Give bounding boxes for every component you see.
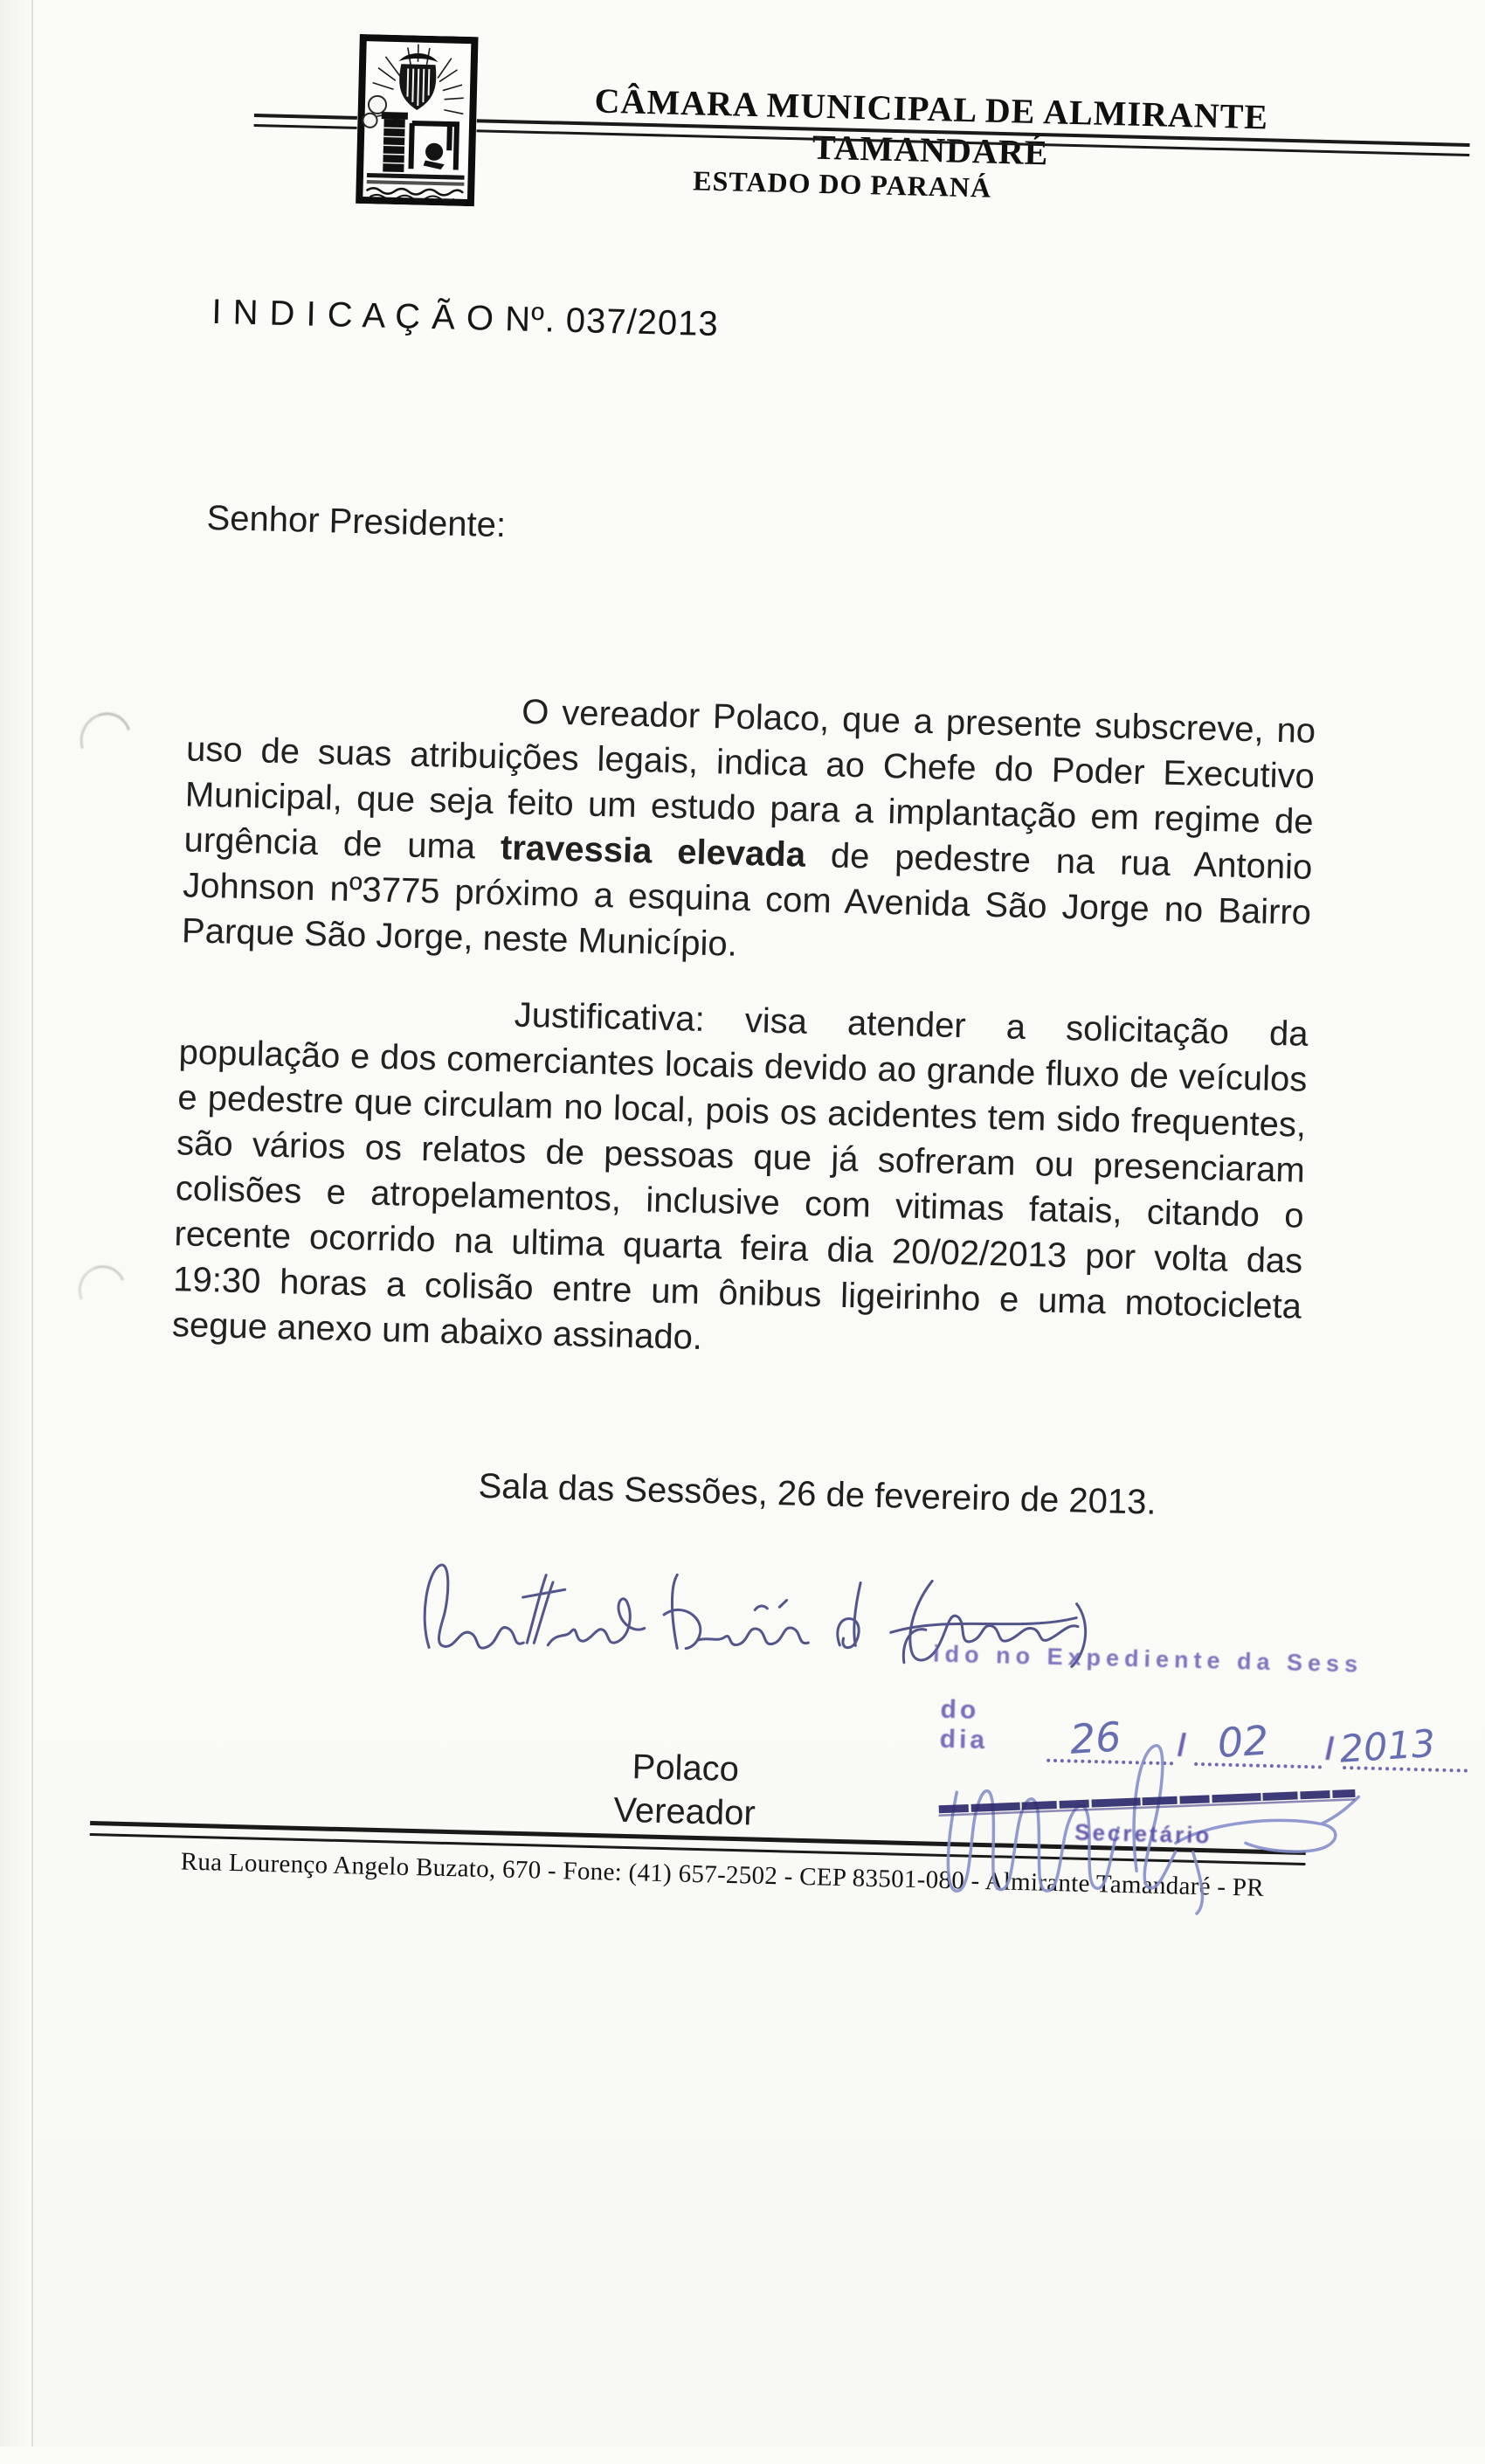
secretary-stamp-text: Secretário <box>1074 1818 1212 1849</box>
paragraph-request <box>181 681 1316 980</box>
coat-of-arms-logo <box>355 34 479 206</box>
handwritten-signature <box>414 1537 1116 1698</box>
handwritten-month: 02 <box>1216 1716 1271 1768</box>
document-title: I N D I C A Ç Ã O Nº. 037/2013 <box>211 292 720 344</box>
paragraph-text: de pedestre na rua Antonio Johnson nº3775 próximo a esquina com Avenida São Jorge no Bairro Parque São Jorge, neste Município. <box>181 835 1313 964</box>
salutation: Senhor Presidente: <box>206 498 507 545</box>
stamp-word: do dia <box>939 1694 989 1755</box>
stamp-slash: / <box>1177 1727 1187 1763</box>
dateline: Sala das Sessões, 26 de fevereiro de 2013. <box>478 1466 1157 1522</box>
stamp-slash: / <box>1324 1730 1335 1767</box>
paragraph-text: O vereador Polaco, que a presente subscreve, no uso de suas atribuições legais, indica ao Chefe do Poder Executivo Municipal, que seja feito um estudo para a implantação em regime de urgência de uma <box>183 692 1316 868</box>
footer-address: Rua Lourenço Angelo Buzato, 670 - Fone: (41) 657-2502 - CEP 83501-080 - Almirante Tamandaré - PR <box>180 1847 1265 1902</box>
author-block <box>535 1743 834 1838</box>
handwritten-day: 26 <box>1068 1713 1122 1763</box>
author-role: Vereador <box>612 1790 756 1833</box>
receipt-stamp-text: ido no Expediente da Sess <box>932 1640 1364 1678</box>
handwritten-year: 2013 <box>1337 1721 1437 1772</box>
paragraph-bold-text: travessia elevada <box>500 828 806 875</box>
organization-name: CÂMARA MUNICIPAL DE ALMIRANTE TAMANDARÉ <box>594 80 1269 173</box>
author-name: Polaco <box>632 1748 740 1789</box>
state-name: ESTADO DO PARANÁ <box>692 164 992 204</box>
coat-of-arms-icon <box>355 34 479 206</box>
paragraph-justification: Justificativa: visa atender a solicitação da população e dos comerciantes locais devido ao grande fluxo de veículos e pedestre que circulam no local, pois os acidentes tem sido frequentes, são vários os relatos de pessoas que já sofreram ou presenciaram colisões e atropelamentos, inclusive com vitimas fatais, citando o recente ocorrido na ultima quarta feira dia 20/02/2013 por volta das 19:30 horas a colisão entre um ônibus ligeirinho e uma motocicleta segue anexo um abaixo assinado. <box>171 995 1309 1357</box>
